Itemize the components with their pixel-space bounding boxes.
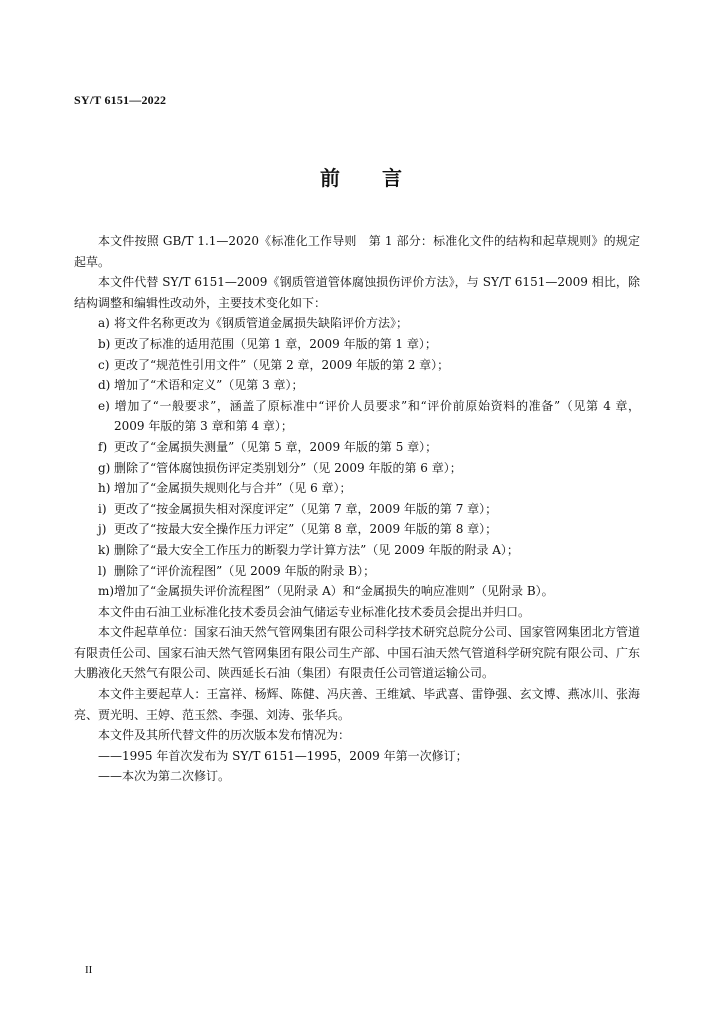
paragraph-drafting-units: 本文件起草单位：国家石油天然气管网集团有限公司科学技术研究总院分公司、国家管网集团北方管道有限责任公司、国家石油天然气管网集团有限公司生产部、中国石油天然气管道科学研究院有限公司、广东大鹏液化天然气有限公司、陕西延长石油（集团）有限责任公司管道运输公司。: [74, 625, 640, 681]
list-item: d) 增加了“术语和定义”（见第 3 章）；: [98, 378, 304, 393]
paragraph-drafters: 本文件主要起草人：王富祥、杨辉、陈健、冯庆善、王维斌、毕武喜、雷铮强、玄文博、燕冰川、张海亮、贾光明、王婷、范玉然、李强、刘涛、张华兵。: [74, 687, 640, 722]
list-item: e) 增加了“一般要求”，涵盖了原标准中“评价人员要求”和“评价前原始资料的准备”（见第 4 章，2009 年版的第 3 章和第 4 章）；: [98, 398, 640, 434]
paragraph-drafting-rules: 本文件按照 GB/T 1.1—2020《标准化工作导则 第 1 部分：标准化文件的结构和起草规则》的规定起草。: [74, 234, 640, 269]
standard-code: SY/T 6151—2022: [74, 93, 167, 107]
list-item: m)增加了“金属损失评价流程图”（见附录 A）和“金属损失的响应准则”（见附录 B）。: [98, 584, 554, 599]
list-item: i) 更改了“按金属损失相对深度评定”（见第 7 章，2009 年版的第 7 章）；: [98, 501, 498, 516]
list-item: l) 删除了“评价流程图”（见 2009 年版的附录 B）；: [98, 563, 376, 578]
list-item: h) 增加了“金属损失规则化与合并”（见 6 章）；: [98, 481, 352, 496]
list-item: k) 删除了“最大安全工作压力的断裂力学计算方法”（见 2009 年版的附录 A）；: [98, 542, 519, 557]
title-char-2: 言: [382, 166, 404, 190]
history-item: ——1995 年首次发布为 SY/T 6151—1995，2009 年第一次修订；: [98, 748, 468, 763]
title-char-1: 前: [320, 166, 342, 190]
history-item: ——本次为第二次修订。: [98, 769, 231, 784]
list-item: j) 更改了“按最大安全操作压力评定”（见第 8 章，2009 年版的第 8 章）；: [98, 522, 498, 537]
paragraph-replacement: 本文件代替 SY/T 6151—2009《钢质管道管体腐蚀损伤评价方法》，与 SY/T 6151—2009 相比，除结构调整和编辑性改动外，主要技术变化如下：: [74, 275, 640, 310]
list-item: f) 更改了“金属损失测量”（见第 5 章，2009 年版的第 5 章）；: [98, 439, 438, 454]
list-item: g) 删除了“管体腐蚀损伤评定类别划分”（见 2009 年版的第 6 章）；: [98, 460, 462, 475]
changes-list: [74, 313, 640, 601]
list-item: b) 更改了标准的适用范围（见第 1 章，2009 年版的第 1 章）；: [98, 336, 437, 351]
page-number: II: [85, 964, 93, 976]
paragraph-history-intro: 本文件及其所代替文件的历次版本发布情况为：: [98, 728, 351, 743]
page-title: [0, 162, 724, 191]
foreword-body: [74, 231, 640, 787]
list-item: a) 将文件名称更改为《钢质管道金属损失缺陷评价方法》；: [98, 316, 409, 331]
paragraph-proposer: 本文件由石油工业标准化技术委员会油气储运专业标准化技术委员会提出并归口。: [98, 604, 531, 619]
list-item: c) 更改了“规范性引用文件”（见第 2 章，2009 年版的第 2 章）；: [98, 357, 450, 372]
